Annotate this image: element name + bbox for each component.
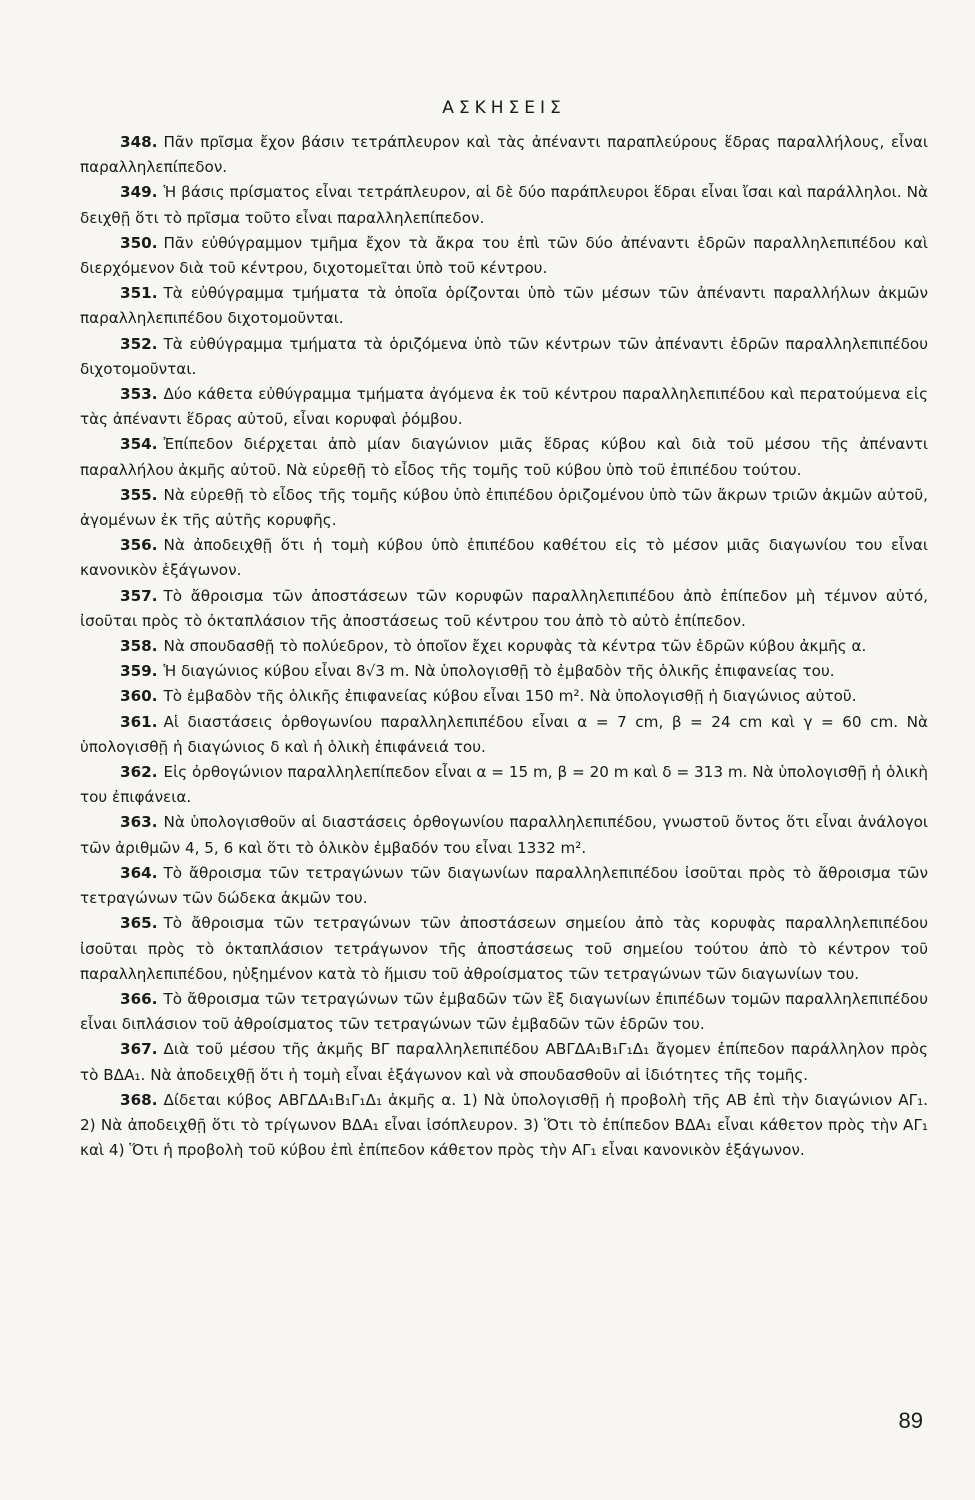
exercise-number: 360. <box>120 687 158 706</box>
exercise-item <box>80 634 928 659</box>
exercise-item <box>80 432 928 482</box>
exercise-number: 359. <box>120 662 158 681</box>
exercise-text: Νὰ ὑπολογισθοῦν αἱ διαστάσεις ὀρθογωνίου παραλληλεπιπέδου, γνωστοῦ ὄντος ὅτι εἶναι ἀνάλογοι τῶν ἀριθμῶν 4, 5, 6 καὶ ὅτι τὸ ὁλικὸν ἐμβαδόν του εἶναι 1332 m². <box>80 813 928 857</box>
exercise-number: 366. <box>120 989 158 1008</box>
exercise-number: 361. <box>120 712 158 731</box>
exercise-item <box>80 231 928 281</box>
exercise-number: 364. <box>120 863 158 882</box>
exercise-item <box>80 659 928 684</box>
exercise-text: Τὸ ἐμβαδὸν τῆς ὁλικῆς ἐπιφανείας κύβου εἶναι 150 m². Νὰ ὑπολογισθῇ ἡ διαγώνιος αὐτοῦ. <box>163 687 857 706</box>
exercise-text: Τὸ ἄθροισμα τῶν ἀποστάσεων τῶν κορυφῶν παραλληλεπιπέδου ἀπὸ ἐπίπεδον μὴ τέμνον αὐτό, ἰσοῦται πρὸς τὸ ὀκταπλάσιον τῆς ἀποστάσεως τοῦ κέντρου του ἀπὸ τὸ αὐτὸ ἐπίπεδον. <box>80 586 928 630</box>
exercise-number: 353. <box>120 385 158 404</box>
exercise-item <box>80 1088 928 1164</box>
exercise-text: Πᾶν εὐθύγραμμον τμῆμα ἔχον τὰ ἄκρα του ἐπὶ τῶν δύο ἀπέναντι ἑδρῶν παραλληλεπιπέδου καὶ διερχόμενον διὰ τοῦ κέντρου, διχοτομεῖται ὑπὸ τοῦ κέντρου. <box>80 233 928 278</box>
exercise-text: Ἡ βάσις πρίσματος εἶναι τετράπλευρον, αἱ δὲ δύο παράπλευροι ἕδραι εἶναι ἴσαι καὶ παράλληλοι. Νὰ δειχθῇ ὅτι τὸ πρῖσμα τοῦτο εἶναι παραλληλεπίπεδον. <box>80 183 928 227</box>
exercise-number: 358. <box>120 637 158 656</box>
exercise-text: Νὰ ἀποδειχθῇ ὅτι ἡ τομὴ κύβου ὑπὸ ἐπιπέδου καθέτου εἰς τὸ μέσον μιᾶς διαγωνίου του εἶναι κανονικὸν ἑξάγωνον. <box>80 536 928 580</box>
exercise-text: Νὰ εὑρεθῇ τὸ εἶδος τῆς τομῆς κύβου ὑπὸ ἐπιπέδου ὁριζομένου ὑπὸ τῶν ἄκρων τριῶν ἀκμῶν αὐτοῦ, ἀγομένων ἐκ τῆς αὐτῆς κορυφῆς. <box>80 485 928 530</box>
exercise-item <box>80 861 928 911</box>
exercise-text: Τὸ ἄθροισμα τῶν τετραγώνων τῶν ἐμβαδῶν τῶν ἓξ διαγωνίων ἐπιπέδων τομῶν παραλληλεπιπέδου εἶναι διπλάσιον τοῦ ἀθροίσματος τῶν τετραγώνων τῶν ἐμβαδῶν τῶν ἑδρῶν του. <box>80 989 928 1034</box>
exercise-number: 363. <box>120 813 158 832</box>
exercise-number: 348. <box>120 133 158 151</box>
exercise-number: 356. <box>120 536 158 555</box>
exercise-number: 350. <box>120 233 158 252</box>
exercise-text: Αἱ διαστάσεις ὀρθογωνίου παραλληλεπιπέδου εἶναι α = 7 cm, β = 24 cm καὶ γ = 60 cm. Νὰ ὑπολογισθῇ ἡ διαγώνιος δ καὶ ἡ ὁλικὴ ἐπιφάνειά του. <box>80 712 928 756</box>
exercise-text: Δύο κάθετα εὐθύγραμμα τμήματα ἀγόμενα ἐκ τοῦ κέντρου παραλληλεπιπέδου καὶ περατούμενα εἰς τὰς ἀπέναντι ἕδρας αὐτοῦ, εἶναι κορυφαὶ ῥόμβου. <box>80 385 928 429</box>
exercise-text: Τὸ ἄθροισμα τῶν τετραγώνων τῶν διαγωνίων παραλληλεπιπέδου ἰσοῦται πρὸς τὸ ἄθροισμα τῶν τετραγώνων τῶν δώδεκα ἀκμῶν του. <box>80 863 928 908</box>
page-number: 89 <box>898 1408 923 1433</box>
exercise-number: 362. <box>120 763 158 782</box>
exercise-item <box>80 1037 928 1087</box>
exercise-number: 357. <box>120 586 158 605</box>
exercise-text: Τὰ εὐθύγραμμα τμήματα τὰ ὁριζόμενα ὑπὸ τῶν κέντρων τῶν ἀπέναντι ἑδρῶν παραλληλεπιπέδου διχοτομοῦνται. <box>80 334 928 378</box>
exercise-item <box>80 180 928 230</box>
exercise-item <box>80 987 928 1037</box>
exercise-text: Τὸ ἄθροισμα τῶν τετραγώνων τῶν ἀποστάσεων σημείου ἀπὸ τὰς κορυφὰς παραλληλεπιπέδου ἰσοῦται πρὸς τὸ ὀκταπλάσιον τετράγωνον τῆς ἀποστάσεως τοῦ σημείου τούτου ἀπὸ τὸ κέντρον τοῦ παραλληλεπιπέδου, ηὐξημένον κατὰ τὸ ἥμισυ τοῦ ἀθροίσματος τῶν τετραγώνων τῶν διαγωνίων του. <box>80 914 928 983</box>
exercise-item <box>80 760 928 810</box>
exercise-text: Ἐπίπεδον διέρχεται ἀπὸ μίαν διαγώνιον μιᾶς ἕδρας κύβου καὶ διὰ τοῦ μέσου τῆς ἀπέναντι παραλλήλου ἀκμῆς αὐτοῦ. Νὰ εὑρεθῇ τὸ εἶδος τῆς τομῆς τοῦ κύβου ὑπὸ τοῦ ἐπιπέδου τούτου. <box>80 435 928 479</box>
exercise-number: 349. <box>120 183 158 202</box>
exercise-item <box>80 584 928 634</box>
exercise-number: 351. <box>120 284 158 303</box>
exercise-text: Νὰ σπουδασθῇ τὸ πολύεδρον, τὸ ὁποῖον ἔχει κορυφὰς τὰ κέντρα τῶν ἑδρῶν κύβου ἀκμῆς α. <box>163 637 867 656</box>
section-heading: ΑΣΚΗΣΕΙΣ <box>442 98 566 118</box>
exercise-number: 352. <box>120 334 158 353</box>
exercise-item <box>80 130 928 180</box>
exercise-number: 354. <box>120 435 158 454</box>
exercise-number: 355. <box>120 485 158 504</box>
exercise-item <box>80 483 928 533</box>
exercise-text: Δίδεται κύβος ΑΒΓΔΑ₁Β₁Γ₁Δ₁ ἀκμῆς α. 1) Νὰ ὑπολογισθῇ ἡ προβολὴ τῆς ΑΒ ἐπὶ τὴν διαγώνιον ΑΓ₁. 2) Νὰ ἀποδειχθῇ ὅτι τὸ τρίγωνον ΒΔΑ₁ εἶναι ἰσόπλευρον. 3) Ὅτι τὸ ἐπίπεδον ΒΔΑ₁ εἶναι κάθετον πρὸς τὴν ΑΓ₁ καὶ 4) Ὅτι ἡ προβολὴ τοῦ κύβου ἐπὶ ἐπίπεδον κάθετον πρὸς τὴν ΑΓ₁ εἶναι κανονικὸν ἑξάγωνον. <box>80 1090 928 1160</box>
exercise-item <box>80 281 928 331</box>
exercise-text: Ἡ διαγώνιος κύβου εἶναι 8√3 m. Νὰ ὑπολογισθῇ τὸ ἐμβαδὸν τῆς ὁλικῆς ἐπιφανείας του. <box>163 662 835 681</box>
exercise-text: Τὰ εὐθύγραμμα τμήματα τὰ ὁποῖα ὁρίζονται ὑπὸ τῶν μέσων τῶν ἀπέναντι παραλλήλων ἀκμῶν παραλληλεπιπέδου διχοτομοῦνται. <box>80 284 928 328</box>
exercise-item <box>80 382 928 432</box>
exercise-text: Πᾶν πρῖσμα ἔχον βάσιν τετράπλευρον καὶ τὰς ἀπέναντι παραπλεύρους ἕδρας παραλλήλους, εἶναι παραλληλεπίπεδον. <box>80 133 928 177</box>
exercise-item <box>80 710 928 760</box>
exercise-item <box>80 911 928 987</box>
exercise-number: 365. <box>120 914 158 933</box>
exercise-number: 368. <box>120 1090 158 1109</box>
exercise-item <box>80 810 928 860</box>
page-content <box>80 96 928 1163</box>
exercise-item <box>80 533 928 583</box>
exercise-text: Εἰς ὀρθογώνιον παραλληλεπίπεδον εἶναι α = 15 m, β = 20 m καὶ δ = 313 m. Νὰ ὑπολογισθῇ ἡ ὁλικὴ του ἐπιφάνεια. <box>80 763 928 807</box>
exercise-item <box>80 684 928 709</box>
exercise-item <box>80 332 928 382</box>
exercise-text: Διὰ τοῦ μέσου τῆς ἀκμῆς ΒΓ παραλληλεπιπέδου ΑΒΓΔΑ₁Β₁Γ₁Δ₁ ἄγομεν ἐπίπεδον παράλληλον πρὸς τὸ ΒΔΑ₁. Νὰ ἀποδειχθῇ ὅτι ἡ τομὴ εἶναι ἑξάγωνον καὶ νὰ σπουδασθοῦν αἱ ἰδιότητες τῆς τομῆς. <box>80 1040 928 1084</box>
exercise-number: 367. <box>120 1040 158 1059</box>
